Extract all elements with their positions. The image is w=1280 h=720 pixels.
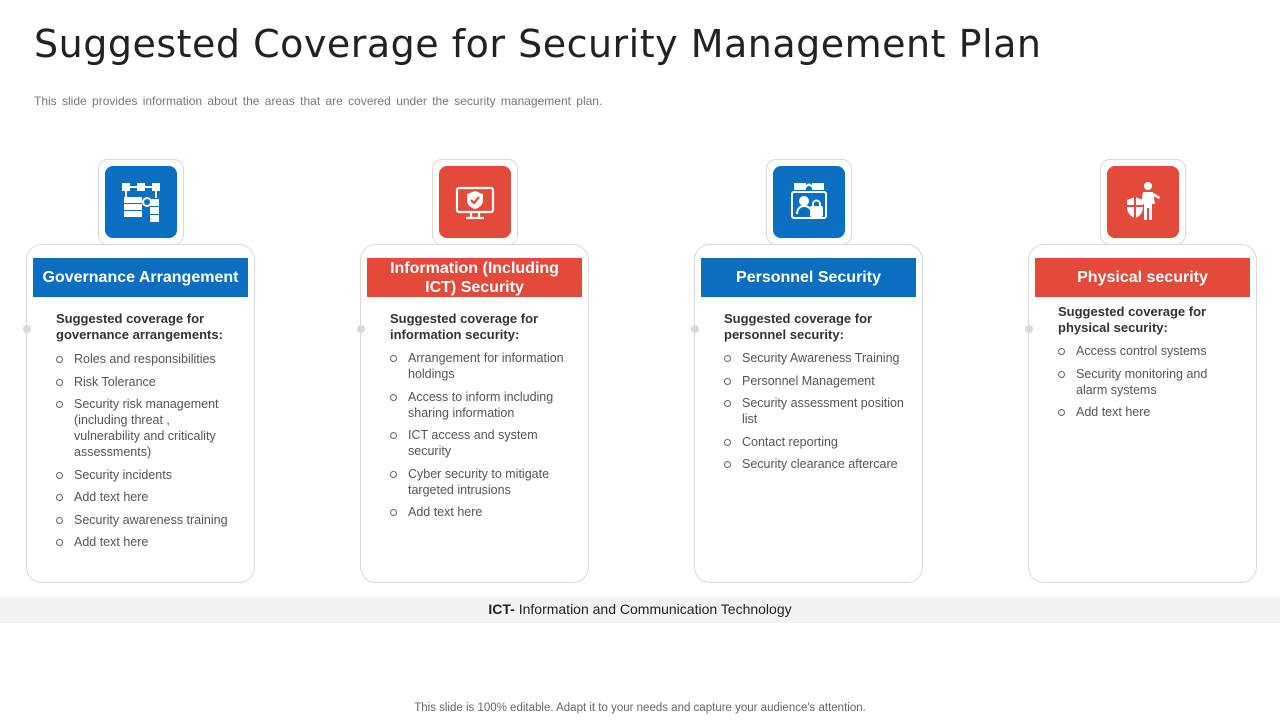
icon-frame (98, 159, 184, 245)
icon-frame (1100, 159, 1186, 245)
bottom-note: This slide is 100% editable. Adapt it to your needs and capture your audience's attention. (414, 702, 866, 714)
coverage-card (26, 244, 255, 583)
slide-title: Suggested Coverage for Security Management Plan (34, 22, 1042, 66)
coverage-list (56, 351, 236, 557)
card-header: Personnel Security (701, 258, 916, 297)
list-item: Contact reporting (724, 434, 904, 450)
coverage-list (724, 350, 904, 479)
card-header: Governance Arrangement (33, 258, 248, 297)
list-item: Security Awareness Training (724, 350, 904, 366)
footnote-bar (0, 597, 1280, 623)
user-lock-screen-icon (773, 166, 845, 238)
coverage-card (1028, 244, 1257, 583)
coverage-card (360, 244, 589, 583)
card-header: Physical security (1035, 258, 1250, 297)
coverage-card (694, 244, 923, 583)
list-item: Add text here (56, 534, 236, 550)
list-item: Security incidents (56, 467, 236, 483)
card-lead: Suggested coverage for governance arrangements: (56, 311, 223, 342)
icon-frame (766, 159, 852, 245)
guard-shield-icon (1107, 166, 1179, 238)
list-item: Access control systems (1058, 343, 1238, 359)
card-lead: Suggested coverage for information security: (390, 311, 539, 342)
list-item: Security monitoring and alarm systems (1058, 366, 1238, 398)
list-item: Add text here (390, 504, 570, 520)
list-item: Arrangement for information holdings (390, 350, 570, 382)
card-header: Information (Including ICT) Security (367, 258, 582, 297)
footnote-definition: Information and Communication Technology (514, 601, 792, 617)
list-item: Personnel Management (724, 373, 904, 389)
coverage-list (1058, 343, 1238, 427)
card-dot (691, 325, 699, 333)
list-item: Security clearance aftercare (724, 456, 904, 472)
card-dot (1025, 325, 1033, 333)
list-item: Risk Tolerance (56, 374, 236, 390)
list-item: ICT access and system security (390, 427, 570, 459)
list-item: Add text here (56, 489, 236, 505)
governance-network-icon (105, 166, 177, 238)
list-item: Security risk management (including threat , vulnerability and criticality assessments) (56, 396, 236, 460)
card-lead: Suggested coverage for physical security: (1058, 304, 1207, 335)
shield-monitor-icon (439, 166, 511, 238)
slide-subtitle: This slide provides information about the areas that are covered under the security management plan. (34, 94, 603, 108)
coverage-list (390, 350, 570, 527)
card-dot (357, 325, 365, 333)
card-dot (23, 325, 31, 333)
footnote-term: ICT- (488, 601, 515, 617)
icon-frame (432, 159, 518, 245)
list-item: Add text here (1058, 404, 1238, 420)
list-item: Security assessment position list (724, 395, 904, 427)
list-item: Security awareness training (56, 512, 236, 528)
list-item: Cyber security to mitigate targeted intrusions (390, 466, 570, 498)
list-item: Roles and responsibilities (56, 351, 236, 367)
list-item: Access to inform including sharing information (390, 389, 570, 421)
card-lead: Suggested coverage for personnel security: (724, 311, 873, 342)
